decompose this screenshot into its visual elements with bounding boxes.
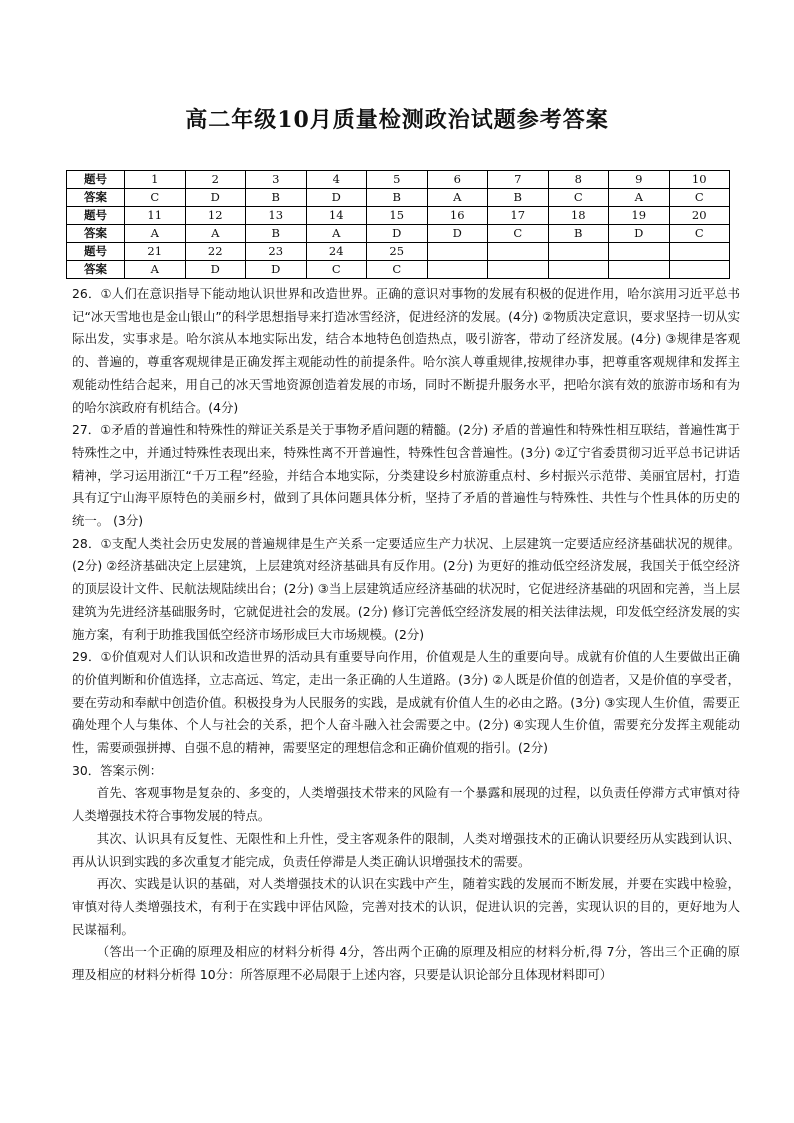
table-cell: 17 xyxy=(488,207,549,225)
table-cell: 16 xyxy=(427,207,488,225)
table-row xyxy=(67,207,730,225)
table-cell: 25 xyxy=(367,243,428,261)
row-label: 答案 xyxy=(67,261,125,279)
row-label: 题号 xyxy=(67,171,125,189)
answer-body xyxy=(72,283,740,987)
table-cell xyxy=(609,243,670,261)
table-cell: 19 xyxy=(609,207,670,225)
table-cell: C xyxy=(488,225,549,243)
table-cell: D xyxy=(609,225,670,243)
table-cell xyxy=(669,243,730,261)
table-cell: B xyxy=(488,189,549,207)
table-row xyxy=(67,189,730,207)
table-cell: D xyxy=(185,261,246,279)
table-cell: 8 xyxy=(548,171,609,189)
table-cell: B xyxy=(548,225,609,243)
table-cell: 14 xyxy=(306,207,367,225)
table-cell: C xyxy=(367,261,428,279)
page-title: 高二年级10月质量检测政治试题参考答案 xyxy=(185,107,609,133)
row-label: 题号 xyxy=(67,243,125,261)
table-row xyxy=(67,261,730,279)
table-cell xyxy=(548,261,609,279)
table-cell xyxy=(609,261,670,279)
table-cell: C xyxy=(669,189,730,207)
table-cell: A xyxy=(125,225,186,243)
table-row xyxy=(67,171,730,189)
table-cell: 12 xyxy=(185,207,246,225)
table-cell: D xyxy=(367,225,428,243)
table-row xyxy=(67,225,730,243)
table-cell: A xyxy=(427,189,488,207)
table-cell: 5 xyxy=(367,171,428,189)
table-cell: A xyxy=(185,225,246,243)
table-cell: B xyxy=(246,189,307,207)
table-cell: C xyxy=(306,261,367,279)
answer-table-body xyxy=(67,171,730,279)
answer-30-heading: 30．答案示例： xyxy=(72,762,163,778)
row-label: 答案 xyxy=(67,225,125,243)
answer-28: 28．①支配人类社会历史发展的普遍规律是生产关系一定要适应生产力状况、上层建筑一定要适应经济基础状况的规律。(2分) ②经济基础决定上层建筑，上层建筑对经济基础具有反作用。(2分) 为更好的推动低空经济发展，我国关于低空经济的顶层设计文件、民航法规陆续出台；(2分) ③当上层建筑适应经济基础的状况时，它促进经济基础的巩固和完善，当上层建筑为先进经济基础服务时，它就促进社会的发展。(2分) 修订完善低空经济发展的相关法律法规，印发低空经济发展的实施方案，有利于助推我国低空经济市场形成巨大市场规模。(2分) xyxy=(72,535,740,642)
table-cell xyxy=(427,243,488,261)
table-cell: 24 xyxy=(306,243,367,261)
table-cell: 20 xyxy=(669,207,730,225)
answer-29: 29．①价值观对人们认识和改造世界的活动具有重要导向作用，价值观是人生的重要向导。成就有价值的人生要做出正确的价值判断和价值选择，立志高远、笃定，走出一条正确的人生道路。(3分) ②人既是价值的创造者，又是价值的享受者，要在劳动和奉献中创造价值。积极投身为人民服务的实践，是成就有价值人生的必由之路。(3分) ③实现人生价值，需要正确处理个人与集体、个人与社会的关系，把个人奋斗融入社会需要之中。(2分) ④实现人生价值，需要充分发挥主观能动性，需要顽强拼搏、自强不息的精神，需要坚定的理想信念和正确价值观的指引。(2分) xyxy=(72,649,740,756)
table-cell: 1 xyxy=(125,171,186,189)
table-cell: 4 xyxy=(306,171,367,189)
table-cell: A xyxy=(609,189,670,207)
row-label: 题号 xyxy=(67,207,125,225)
row-label: 答案 xyxy=(67,189,125,207)
table-cell: C xyxy=(548,189,609,207)
table-cell: 2 xyxy=(185,171,246,189)
table-cell: D xyxy=(427,225,488,243)
table-cell: 22 xyxy=(185,243,246,261)
table-row xyxy=(67,243,730,261)
table-cell: 15 xyxy=(367,207,428,225)
table-cell: C xyxy=(669,225,730,243)
table-cell: 21 xyxy=(125,243,186,261)
answer-table xyxy=(66,170,730,279)
table-cell: 13 xyxy=(246,207,307,225)
table-cell: 18 xyxy=(548,207,609,225)
answer-30-point-2: 其次、认识具有反复性、无限性和上升性，受主客观条件的限制，人类对增强技术的正确认识要经历从实践到认识、再从认识到实践的多次重复才能完成，负责任停滞是人类正确认识增强技术的需要。 xyxy=(72,830,740,869)
table-cell: C xyxy=(125,189,186,207)
answer-30-point-1: 首先、客观事物是复杂的、多变的，人类增强技术带来的风险有一个暴露和展现的过程，以负责任停滞方式审慎对待人类增强技术符合事物发展的特点。 xyxy=(72,785,740,824)
table-cell: 9 xyxy=(609,171,670,189)
table-cell: B xyxy=(246,225,307,243)
table-cell: A xyxy=(306,225,367,243)
table-cell: 11 xyxy=(125,207,186,225)
table-cell: D xyxy=(306,189,367,207)
answer-26: 26．①人们在意识指导下能动地认识世界和改造世界。正确的意识对事物的发展有积极的促进作用，哈尔滨用习近平总书记“冰天雪地也是金山银山”的科学思想指导来打造冰雪经济，促进经济的发展。(4分) ②物质决定意识，要求坚持一切从实际出发，实事求是。哈尔滨从本地实际出发，结合本地特色创造热点，吸引游客，带动了经济发展。(4分) ③规律是客观的、普遍的，尊重客观规律是正确发挥主观能动性的前提条件。哈尔滨人尊重规律,按规律办事，把尊重客观规律和发挥主观能动性结合起来，用自己的冰天雪地资源创造着发展的市场，同时不断提升服务水平，把哈尔滨有效的旅游市场和有为的哈尔滨政府有机结合。(4分) xyxy=(72,286,740,415)
table-cell: A xyxy=(125,261,186,279)
table-cell: 6 xyxy=(427,171,488,189)
answer-30-scoring-note: （答出一个正确的原理及相应的材料分析得 4分，答出两个正确的原理及相应的材料分析,得 7分，答出三个正确的原理及相应的材料分析得 10分：所答原理不必局限于上述内容，只要是认识论部分且体现材料即可） xyxy=(72,944,740,983)
table-cell: 10 xyxy=(669,171,730,189)
table-cell xyxy=(488,243,549,261)
table-cell: 7 xyxy=(488,171,549,189)
table-cell xyxy=(548,243,609,261)
table-cell: 23 xyxy=(246,243,307,261)
table-cell xyxy=(488,261,549,279)
answer-30-point-3: 再次、实践是认识的基础，对人类增强技术的认识在实践中产生，随着实践的发展而不断发展，并要在实践中检验，审慎对待人类增强技术，有利于在实践中评估风险，完善对技术的认识，促进认识的完善，实现认识的目的，更好地为人民谋福利。 xyxy=(72,876,740,937)
table-cell xyxy=(669,261,730,279)
table-cell: D xyxy=(185,189,246,207)
answer-27: 27．①矛盾的普遍性和特殊性的辩证关系是关于事物矛盾问题的精髓。(2分) 矛盾的普遍性和特殊性相互联结，普遍性寓于特殊性之中，并通过特殊性表现出来，特殊性离不开普遍性，特殊性包含普遍性。(3分) ②辽宁省委贯彻习近平总书记讲话精神，学习运用浙江“千万工程”经验，并结合本地实际，分类建设乡村旅游重点村、乡村振兴示范带、美丽宜居村，打造具有辽宁山海平原特色的美丽乡村，做到了具体问题具体分析，坚持了矛盾的普遍性与特殊性、共性与个性具体的历史的统一。 (3分) xyxy=(72,422,740,529)
table-cell xyxy=(427,261,488,279)
table-cell: D xyxy=(246,261,307,279)
table-cell: 3 xyxy=(246,171,307,189)
table-cell: B xyxy=(367,189,428,207)
